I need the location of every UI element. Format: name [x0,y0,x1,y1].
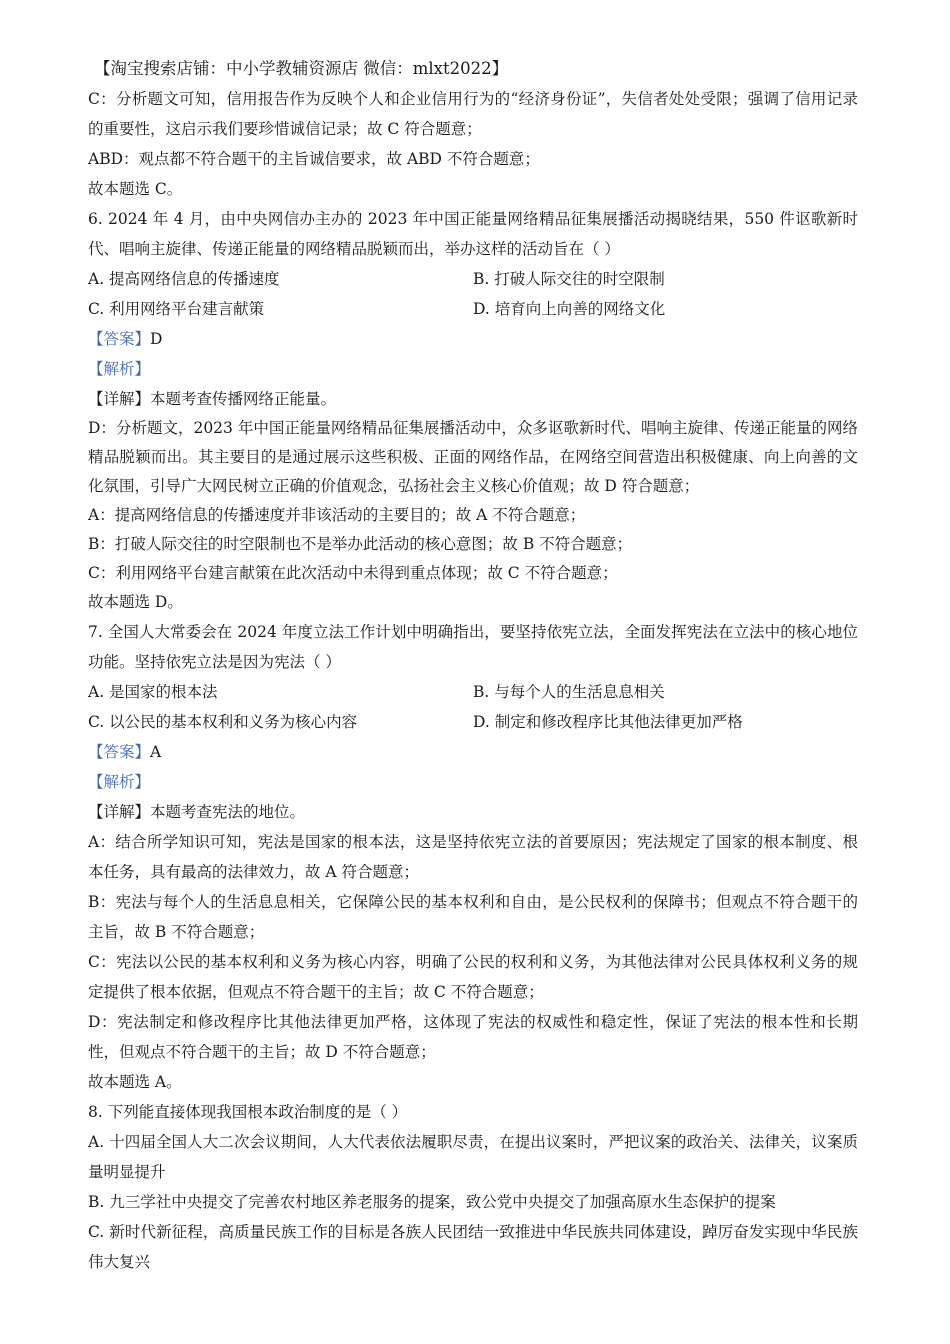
q5-explanation-c: C：分析题文可知，信用报告作为反映个人和企业信用行为的“经济身份证”，失信者处处受限；强调了信用记录的重要性，这启示我们要珍惜诚信记录；故 C 符合题意； [88,90,858,138]
q6-option-b: B. 打破人际交往的时空限制 [473,270,665,288]
q8-option-b: B. 九三学社中央提交了完善农村地区养老服务的提案，致公党中央提交了加强高原水生态保护的提案 [88,1193,776,1211]
q7-conclusion: 故本题选 A。 [88,1073,182,1091]
q7-options-row-1 [88,677,858,707]
q6-stem: 6. 2024 年 4 月，由中央网信办主办的 2023 年中国正能量网络精品征集展播活动揭晓结果，550 件讴歌新时代、唱响主旋律、传递正能量的网络精品脱颖而出，举办这样的活动旨在（ ） [88,210,858,258]
q7-option-b: B. 与每个人的生活息息相关 [473,683,665,701]
q6-option-d: D. 培育向上向善的网络文化 [473,300,666,318]
q6-explanation-b: B：打破人际交往的时空限制也不是举办此活动的核心意图；故 B 不符合题意； [88,535,633,553]
q5-conclusion: 故本题选 C。 [88,180,183,198]
q6-options-row-2 [88,294,858,324]
q7-answer-label: 【答案】 [88,743,151,761]
q6-analysis-label: 【解析】 [88,360,151,378]
q6-conclusion: 故本题选 D。 [88,593,183,611]
q8-option-a: A. 十四届全国人大二次会议期间，人大代表依法履职尽责，在提出议案时，严把议案的政治关、法律关，议案质量明显提升 [88,1133,858,1181]
q7-explanation-d: D：宪法制定和修改程序比其他法律更加严格，这体现了宪法的权威性和稳定性，保证了宪法的根本性和长期性，但观点不符合题干的主旨；故 D 不符合题意； [88,1013,858,1061]
q5-explanation-abd: ABD：观点都不符合题干的主旨诚信要求，故 ABD 不符合题意； [88,150,540,168]
q6-explanation-c: C：利用网络平台建言献策在此次活动中未得到重点体现；故 C 不符合题意； [88,564,618,582]
q8-option-c: C. 新时代新征程，高质量民族工作的目标是各族人民团结一致推进中华民族共同体建设，踔厉奋发实现中华民族伟大复兴 [88,1223,858,1271]
q7-stem: 7. 全国人大常委会在 2024 年度立法工作计划中明确指出，要坚持依宪立法，全面发挥宪法在立法中的核心地位功能。坚持依宪立法是因为宪法（ ） [88,623,858,671]
q6-answer-label: 【答案】 [88,330,151,348]
q7-detail: 【详解】本题考查宪法的地位。 [88,803,306,821]
q6-answer-value: D [150,330,163,348]
q6-answer [88,324,858,354]
q6-option-a: A. 提高网络信息的传播速度 [88,270,280,288]
q7-analysis-label: 【解析】 [88,773,151,791]
q7-explanation-a: A：结合所学知识可知，宪法是国家的根本法，这是坚持依宪立法的首要原因；宪法规定了国家的根本制度、根本任务，具有最高的法律效力，故 A 符合题意； [88,833,858,881]
q7-answer-value: A [150,743,162,761]
q7-options-row-2 [88,707,858,737]
q6-explanation-a: A：提高网络信息的传播速度并非该活动的主要目的；故 A 不符合题意； [88,506,586,524]
q8-stem: 8. 下列能直接体现我国根本政治制度的是（ ） [88,1103,408,1121]
q6-detail: 【详解】本题考查传播网络正能量。 [88,390,337,408]
q7-option-c: C. 以公民的基本权利和义务为核心内容 [88,713,358,731]
q7-explanation-c: C：宪法以公民的基本权利和义务为核心内容，明确了公民的权利和义务，为其他法律对公民具体权利义务的规定提供了根本依据，但观点不符合题干的主旨；故 C 不符合题意； [88,953,858,1001]
q6-explanation-d: D：分析题文，2023 年中国正能量网络精品征集展播活动中，众多讴歌新时代、唱响主旋律、传递正能量的网络精品脱颖而出。其主要目的是通过展示这些积极、正面的网络作品，在网络空间营造出积极健康、向上向善的文化氛围，引导广大网民树立正确的价值观念，弘扬社会主义核心价值观；故 D 符合题意； [88,419,858,495]
q7-explanation-b: B：宪法与每个人的生活息息相关，它保障公民的基本权利和自由，是公民权利的保障书；但观点不符合题干的主旨，故 B 不符合题意； [88,893,858,941]
shop-note: 【淘宝搜索店铺：中小学教辅资源店 微信：mlxt2022】 [94,59,509,78]
q6-option-c: C. 利用网络平台建言献策 [88,300,265,318]
q6-options-row-1 [88,264,858,294]
q7-option-a: A. 是国家的根本法 [88,683,218,701]
q7-option-d: D. 制定和修改程序比其他法律更加严格 [473,713,743,731]
document-page [88,54,858,1277]
q7-answer [88,737,858,767]
